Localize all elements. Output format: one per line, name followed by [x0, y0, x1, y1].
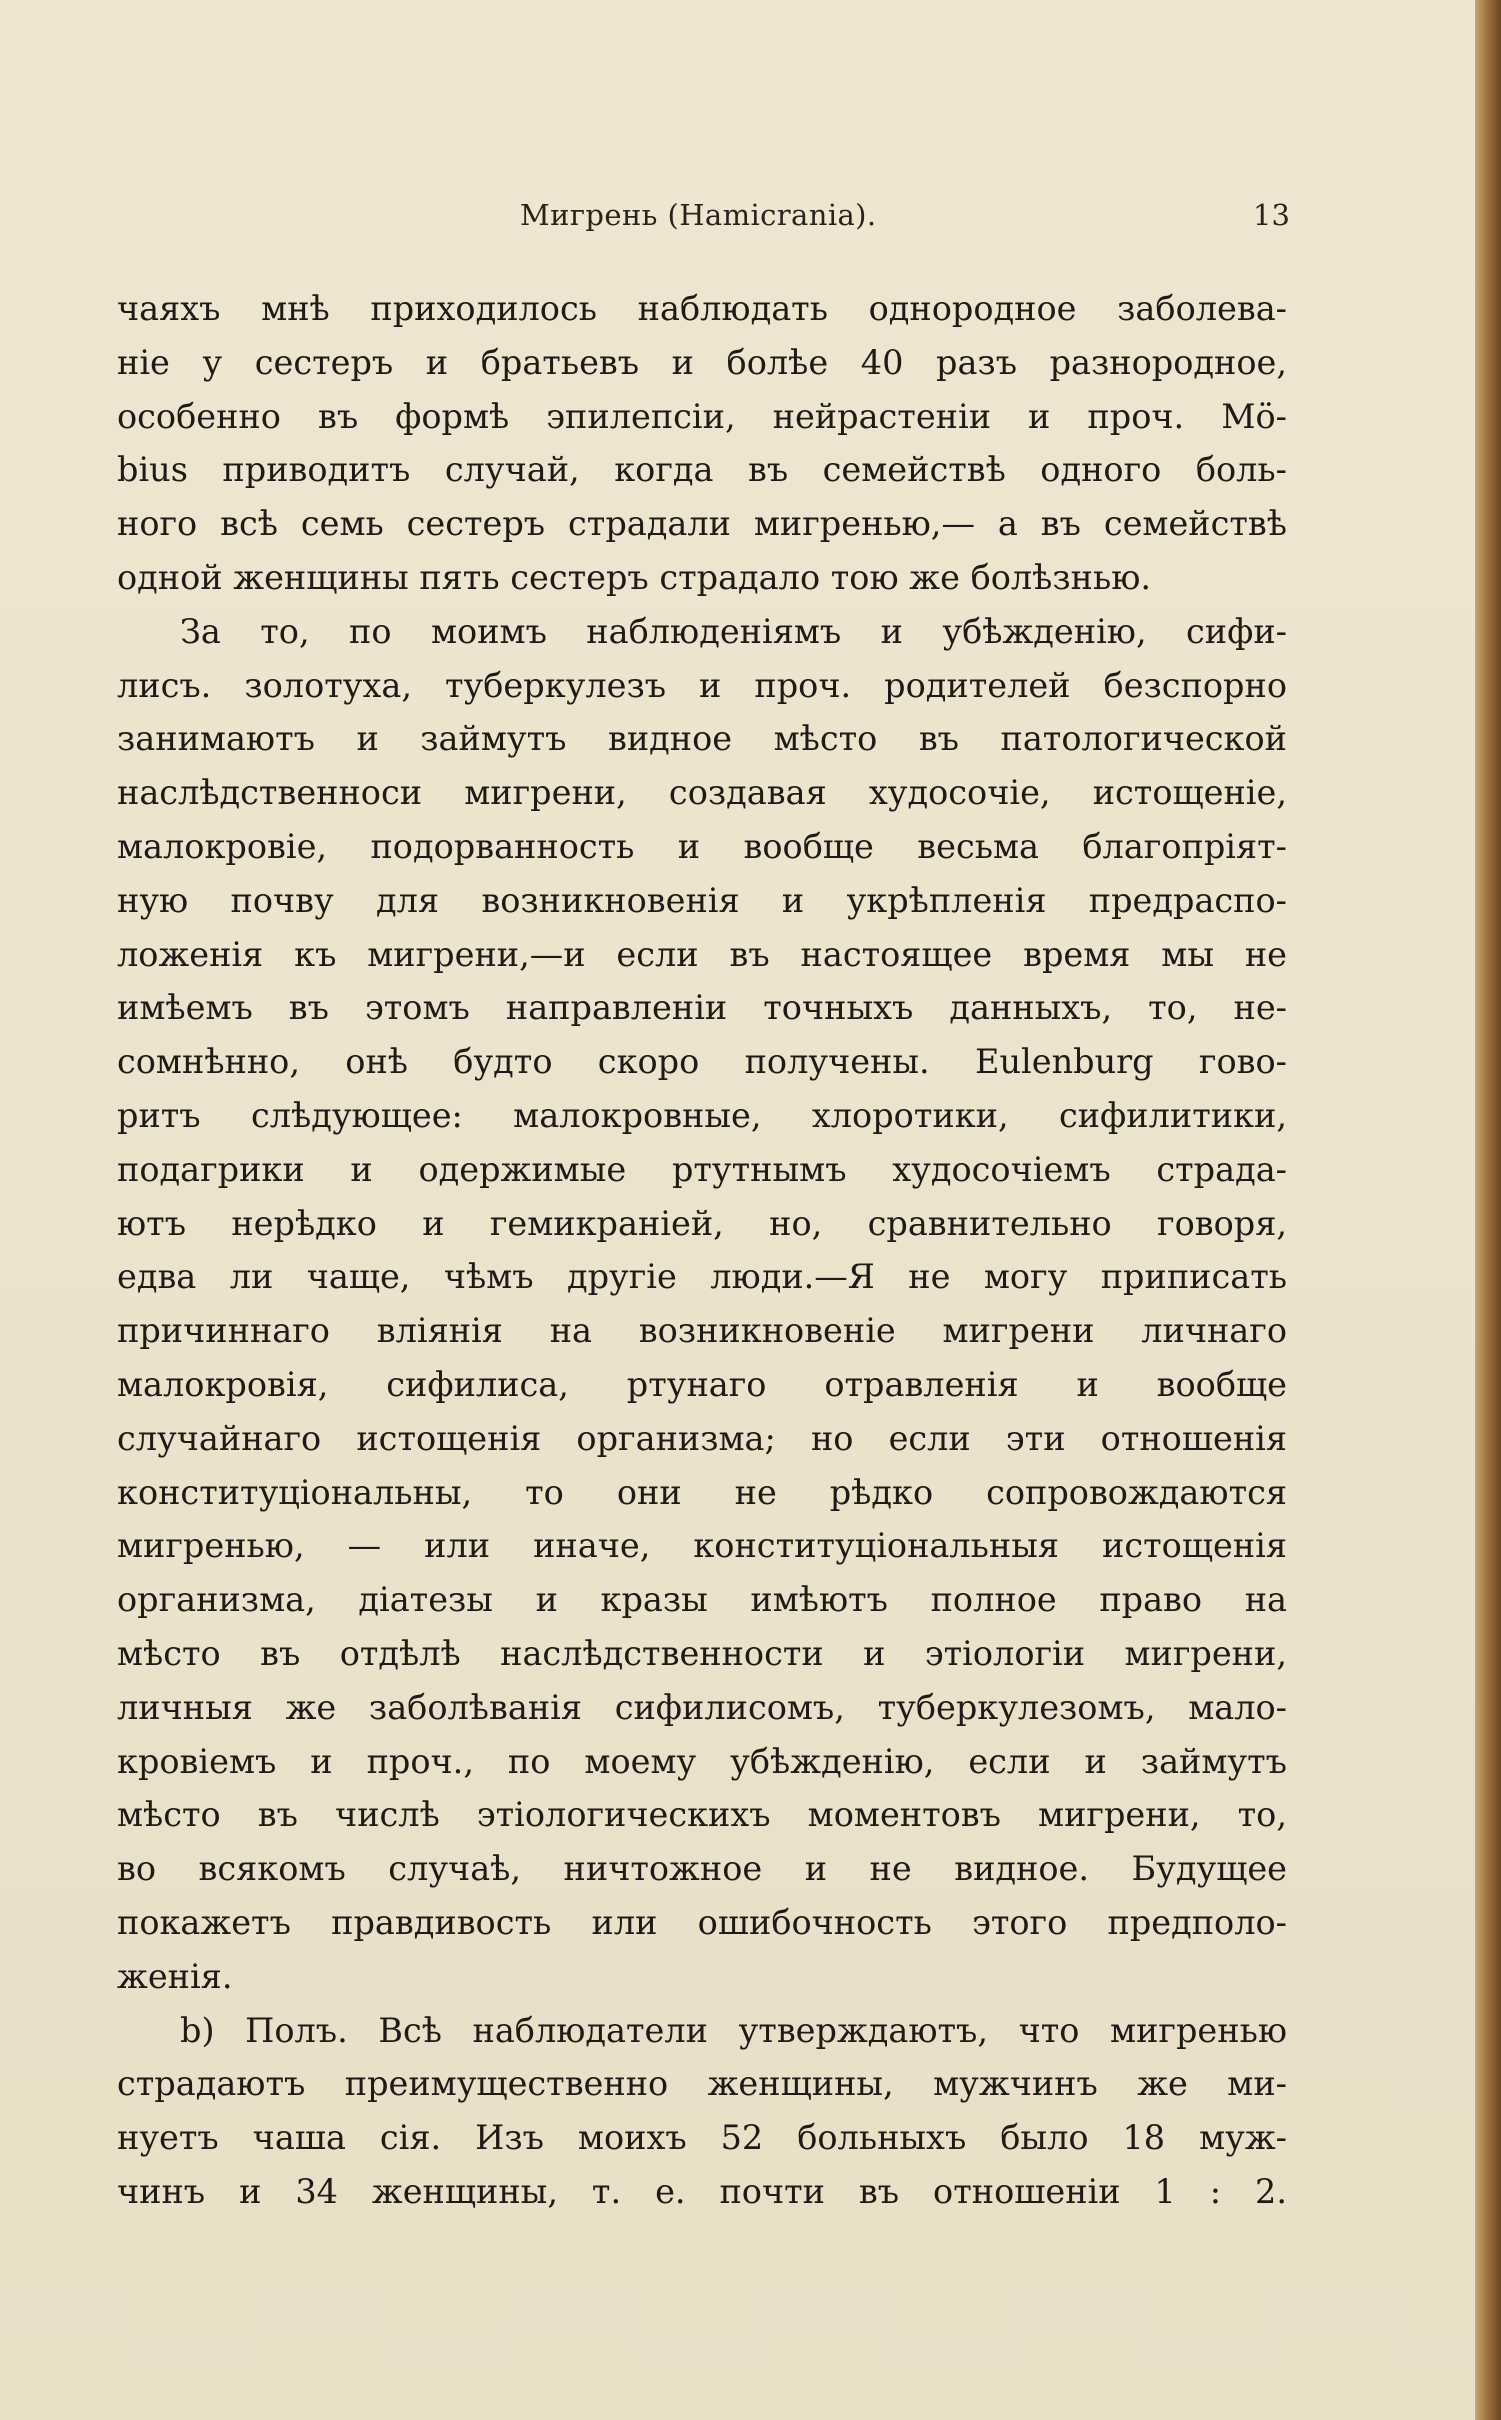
- text-line: За то, по моимъ наблюденіямъ и убѣжденію, сифи-: [180, 611, 1287, 651]
- text-line: кровіемъ и проч., по моему убѣжденію, если и займутъ: [117, 1741, 1287, 1781]
- text-line: bius приводитъ случай, когда въ семействѣ одного боль-: [117, 450, 1287, 490]
- text-line: нуетъ чаша сія. Изъ моихъ 52 больныхъ было 18 муж-: [117, 2118, 1287, 2158]
- text-line: наслѣдственноси мигрени, создавая худосочіе, истощеніе,: [117, 773, 1287, 813]
- body-text: [117, 282, 1287, 2219]
- text-line: покажетъ правдивость или ошибочность этого предполо-: [117, 1902, 1287, 1942]
- text-line: мигренью, — или иначе, конституціональныя истощенія: [117, 1526, 1287, 1566]
- text-line: малокровіе, подорванность и вообще весьма благопріят-: [117, 826, 1287, 866]
- text-line: во всякомъ случаѣ, ничтожное и не видное. Будущее: [117, 1849, 1287, 1889]
- text-line: ритъ слѣдующее: малокровные, хлоротики, сифилитики,: [117, 1095, 1287, 1135]
- text-line: ложенія къ мигрени,—и если въ настоящее время мы не: [117, 934, 1287, 974]
- text-line: сомнѣнно, онѣ будто скоро получены. Eulenburg гово-: [117, 1042, 1287, 1082]
- text-line: страдаютъ преимущественно женщины, мужчинъ же ми-: [117, 2064, 1287, 2104]
- text-line: чинъ и 34 женщины, т. е. почти въ отношеніи 1 : 2.: [117, 2171, 1287, 2211]
- text-line: случайнаго истощенія организма; но если эти отношенія: [117, 1418, 1287, 1458]
- text-line: одной женщины пять сестеръ страдало тою же болѣзнью.: [117, 557, 1152, 597]
- text-line: особенно въ формѣ эпилепсіи, нейрастеніи и проч. Mö-: [117, 396, 1287, 436]
- text-line: ного всѣ семь сестеръ страдали мигренью,— а въ семействѣ: [117, 504, 1287, 544]
- text-line: ютъ нерѣдко и гемикраніей, но, сравнительно говоря,: [117, 1203, 1287, 1243]
- text-line: лисъ. золотуха, туберкулезъ и проч. родителей безспорно: [117, 665, 1287, 705]
- text-line: личныя же заболѣванія сифилисомъ, туберкулезомъ, мало-: [117, 1687, 1287, 1727]
- text-line: занимаютъ и займутъ видное мѣсто въ патологической: [117, 719, 1287, 759]
- text-line: причиннаго вліянія на возникновеніе мигрени личнаго: [117, 1311, 1287, 1351]
- page-edge: [1475, 0, 1501, 2420]
- page-number: 13: [1253, 198, 1290, 232]
- text-line: подагрики и одержимые ртутнымъ худосочіемъ страда-: [117, 1149, 1287, 1189]
- text-line: b) Полъ. Всѣ наблюдатели утверждаютъ, что мигренью: [180, 2010, 1287, 2050]
- text-line: малокровія, сифилиса, ртунаго отравленія и вообще: [117, 1364, 1287, 1404]
- text-line: имѣемъ въ этомъ направленіи точныхъ данныхъ, то, не-: [117, 988, 1287, 1028]
- text-line: чаяхъ мнѣ приходилось наблюдать однородное заболева-: [117, 289, 1287, 328]
- text-line: едва ли чаще, чѣмъ другіе люди.—Я не могу приписать: [117, 1257, 1287, 1297]
- text-line: женія.: [117, 1956, 233, 1996]
- text-line: организма, діатезы и кразы имѣютъ полное право на: [117, 1580, 1287, 1620]
- running-title: Мигрень (Hamicrania).: [520, 198, 877, 232]
- text-line: мѣсто въ отдѣлѣ наслѣдственности и этіологіи мигрени,: [117, 1633, 1287, 1673]
- text-line: конституціональны, то они не рѣдко сопровождаются: [117, 1472, 1287, 1512]
- text-line: ную почву для возникновенія и укрѣпленія предраспо-: [117, 880, 1287, 920]
- text-line: мѣсто въ числѣ этіологическихъ моментовъ мигрени, то,: [117, 1795, 1287, 1835]
- text-line: ніе у сестеръ и братьевъ и болѣе 40 разъ разнородное,: [117, 342, 1287, 382]
